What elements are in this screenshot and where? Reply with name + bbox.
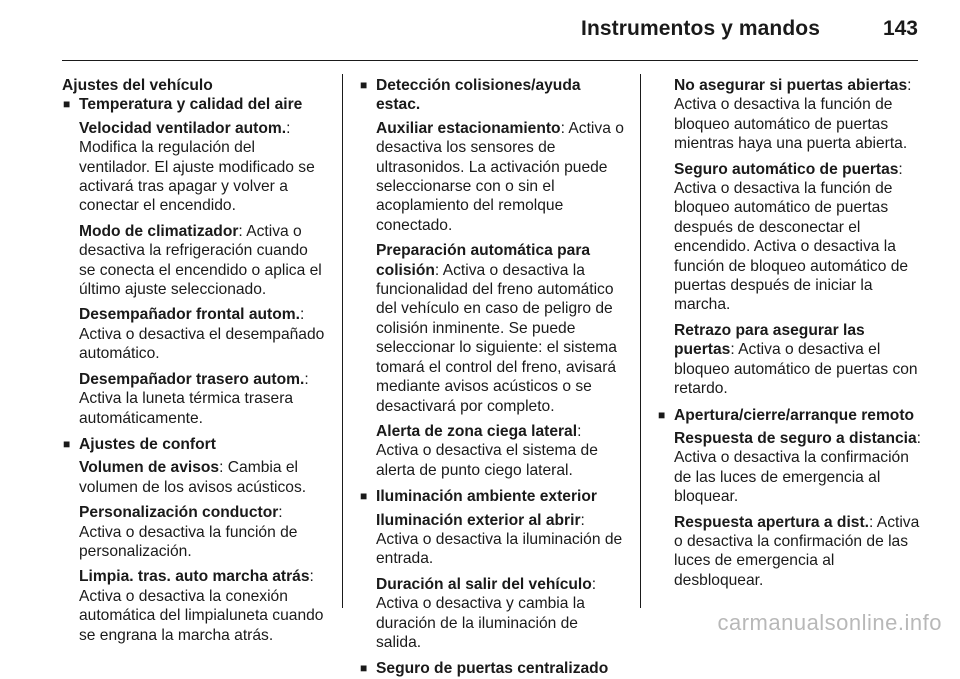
- bullet-heading: [62, 95, 328, 114]
- setting-label: Velocidad ventilador autom.: [79, 119, 287, 137]
- section-title: Ajustes del vehículo: [62, 77, 213, 94]
- column-1: [62, 76, 328, 645]
- setting-description: : Activa o desactiva la función de bloqueo automático de puertas después de desconectar el encendido. Activa o desactiva la función de bloqueo automático de puertas después de iniciar la marcha.: [674, 160, 909, 314]
- setting-label: Limpia. tras. auto marcha atrás: [79, 568, 310, 586]
- setting-label: Auxiliar estacionamiento: [376, 119, 561, 137]
- setting-description: : Activa o desactiva la iluminación de entrada.: [376, 511, 623, 568]
- square-bullet-icon: ■: [63, 436, 71, 451]
- bullet-heading: [359, 487, 625, 506]
- setting-label: Duración al salir del vehículo: [376, 575, 592, 593]
- setting-description: : Activa o desactiva y cambia la duración de la iluminación de salida.: [376, 575, 597, 651]
- bullet-heading-text: Iluminación ambiente exterior: [376, 488, 597, 506]
- bullet-heading: [359, 76, 625, 115]
- setting-description: : Activa o desactiva el desempañado automático.: [79, 306, 325, 363]
- setting-label: Modo de climatizador: [79, 222, 239, 240]
- setting-description: : Activa la luneta térmica trasera automáticamente.: [79, 370, 309, 427]
- setting-label: Desempañador trasero autom.: [79, 370, 305, 388]
- setting-description: : Activa o desactiva la refrigeración cuando se conecta el encendido o aplica el último ajuste seleccionado.: [79, 222, 322, 299]
- setting-description: : Cambia el volumen de los avisos acústicos.: [79, 459, 307, 496]
- setting-item: [674, 321, 923, 399]
- setting-description: : Activa o desactiva la confirmación de las luces de emergencia al bloquear.: [674, 429, 921, 506]
- setting-item: [674, 76, 923, 154]
- column-divider: [342, 74, 343, 608]
- setting-item: [376, 511, 625, 569]
- header-rule: [62, 60, 918, 61]
- setting-item: [79, 222, 328, 300]
- bullet-heading-text: Seguro de puertas centralizado: [376, 660, 609, 678]
- setting-label: No asegurar si puertas abiertas: [674, 77, 908, 94]
- setting-label: Desempañador frontal autom.: [79, 306, 300, 324]
- setting-description: : Activa o desactiva la conexión automática del limpialuneta cuando se engrana la marcha atrás.: [79, 568, 324, 644]
- square-bullet-icon: ■: [360, 661, 368, 676]
- setting-description: : Activa o desactiva el sistema de alerta de punto ciego lateral.: [376, 422, 598, 479]
- setting-item: [674, 513, 923, 591]
- setting-description: : Activa o desactiva el bloqueo automático de puertas con retardo.: [674, 341, 918, 398]
- bullet-heading: [657, 406, 923, 425]
- square-bullet-icon: ■: [63, 97, 71, 112]
- setting-item: [674, 429, 923, 507]
- setting-item: [79, 567, 328, 645]
- setting-label: Respuesta apertura a dist.: [674, 513, 869, 531]
- setting-item: [376, 119, 625, 235]
- page-number: 143: [882, 17, 918, 40]
- setting-label: Respuesta de seguro a distancia: [674, 429, 917, 447]
- watermark: carmanualsonline.info: [717, 610, 942, 635]
- setting-item: [79, 370, 328, 428]
- page-header: [0, 0, 960, 60]
- setting-item: [79, 458, 328, 497]
- setting-label: Personalización conductor: [79, 504, 279, 522]
- setting-label: Iluminación exterior al abrir: [376, 511, 581, 529]
- setting-item: [79, 503, 328, 561]
- column-divider: [640, 74, 641, 608]
- setting-description: : Activa o desactiva la función de personalización.: [79, 504, 298, 560]
- bullet-heading-text: Temperatura y calidad del aire: [79, 96, 303, 114]
- setting-label: Retrazo para asegurar las puertas: [674, 321, 865, 359]
- header-title: Instrumentos y mandos: [581, 17, 820, 40]
- setting-label: Alerta de zona ciega lateral: [376, 422, 578, 440]
- setting-description: : Activa o desactiva la función de bloqueo automático de puertas mientras haya una puerta abierta.: [674, 77, 912, 153]
- setting-description: : Activa o desactiva la confirmación de las luces de emergencia al desbloquear.: [674, 513, 920, 589]
- setting-description: : Activa o desactiva los sensores de ultrasonidos. La activación puede seleccionarse con o sin el acoplamiento del remolque conectado.: [376, 119, 624, 234]
- bullet-heading-text: Apertura/cierre/arranque remoto: [674, 406, 915, 424]
- setting-description: : Activa o desactiva la funcionalidad del freno automático del vehículo en caso de peligro de colisión inminente. Se puede seleccionar lo siguiente: el sistema tomará el control del freno, avisará mediante avisos acústicos o se desactivará por completo.: [376, 261, 617, 415]
- square-bullet-icon: ■: [360, 489, 368, 504]
- setting-item: [79, 119, 328, 216]
- setting-item: [376, 575, 625, 653]
- setting-item: [674, 160, 923, 315]
- setting-label: Seguro automático de puertas: [674, 160, 899, 178]
- setting-description: : Modifica la regulación del ventilador. El ajuste modificado se activará tras apagar y volver a conectar el encendido.: [79, 119, 315, 215]
- square-bullet-icon: ■: [360, 78, 368, 92]
- setting-item: [79, 305, 328, 363]
- setting-item: [376, 422, 625, 480]
- setting-label: Preparación automática para colisión: [376, 242, 591, 279]
- column-3: [657, 76, 923, 590]
- bullet-heading: [359, 659, 625, 678]
- column-2: [359, 76, 625, 679]
- bullet-heading: [62, 435, 328, 454]
- bullet-heading-text: Ajustes de confort: [79, 435, 216, 453]
- bullet-heading-text: Detección colisiones/ayuda estac.: [376, 77, 581, 114]
- square-bullet-icon: ■: [658, 407, 666, 422]
- setting-label: Volumen de avisos: [79, 459, 220, 477]
- setting-item: [376, 241, 625, 416]
